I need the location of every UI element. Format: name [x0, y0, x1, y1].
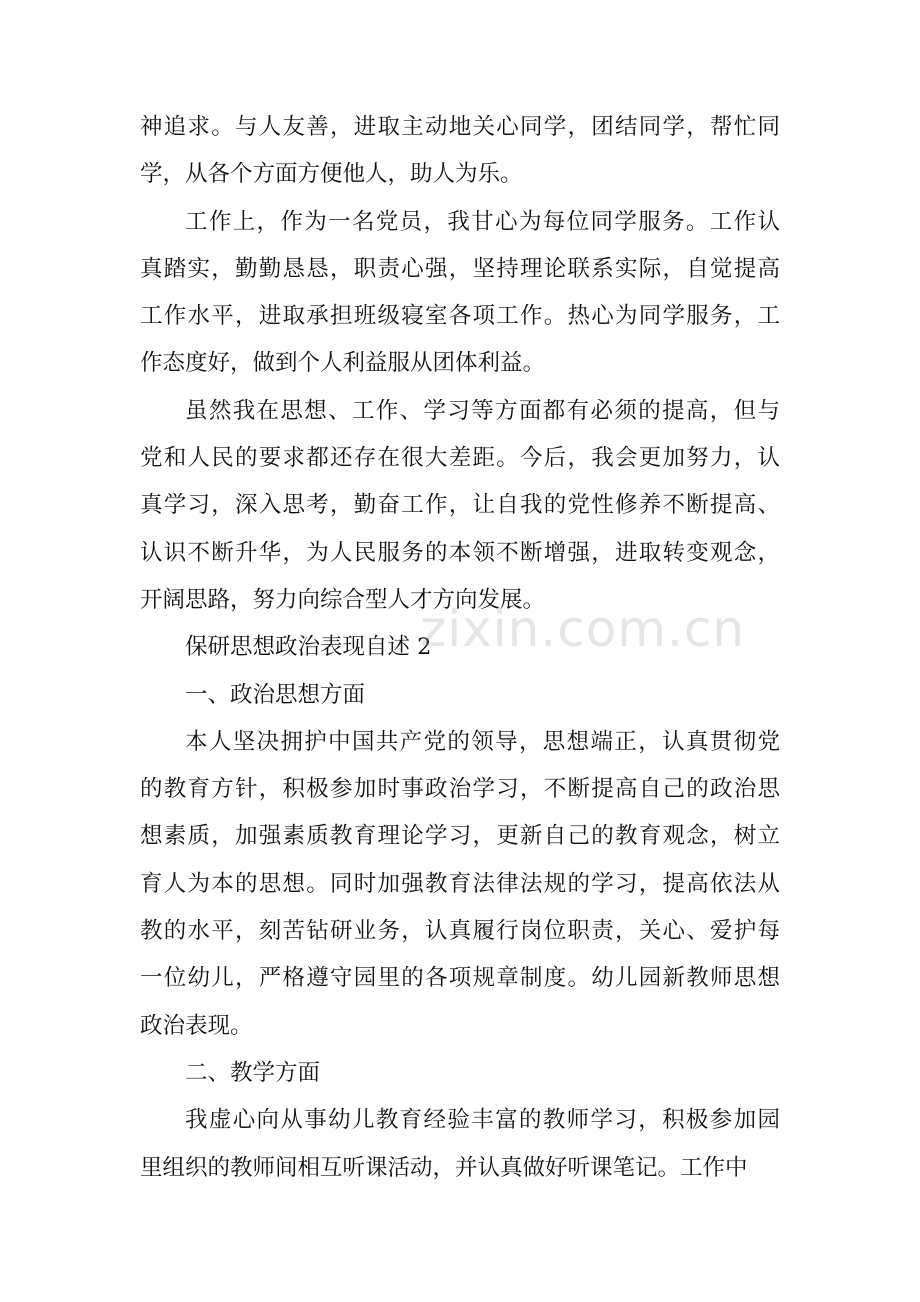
text-line: 真踏实，勤勤恳恳，职责心强，坚持理论联系实际，自觉提高 — [140, 255, 780, 282]
text-line: 党和人民的要求都还存在很大差距。今后，我会更加努力，认 — [140, 445, 780, 472]
text-line: 虽然我在思想、工作、学习等方面都有必须的提高，但与 — [185, 397, 780, 424]
text-line: 政治表现。 — [140, 1012, 253, 1039]
heading-teaching — [140, 1050, 780, 1097]
text-line: 保研思想政治表现自述 2 — [185, 634, 432, 661]
para-politics — [140, 719, 780, 1050]
para-work — [140, 199, 780, 388]
para-conclusion — [140, 388, 780, 624]
para-1-cont — [140, 104, 780, 199]
text-line: 工作上，作为一名党员，我甘心为每位同学服务。工作认 — [185, 208, 780, 235]
watermark: zixin.com.cn — [420, 600, 746, 658]
text-line: 神追求。与人友善，进取主动地关心同学，团结同学，帮忙同 — [140, 114, 780, 140]
text-line: 真学习，深入思考，勤奋工作，让自我的党性修养不断提高、 — [140, 492, 780, 519]
para-teaching — [140, 1097, 780, 1192]
text-line: 我虚心向从事幼儿教育经验丰富的教师学习，积极参加园 — [185, 1107, 780, 1134]
text-line: 育人为本的思想。同时加强教育法律法规的学习，提高依法从 — [140, 870, 780, 897]
text-line: 的教育方针，积极参加时事政治学习，不断提高自己的政治思 — [140, 776, 780, 803]
text-line: 工作水平，进取承担班级寝室各项工作。热心为同学服务，工 — [140, 303, 780, 330]
text-line: 里组织的教师间相互听课活动，并认真做好听课笔记。工作中 — [140, 1154, 748, 1181]
text-line: 一、政治思想方面 — [185, 681, 366, 708]
text-line: 教的水平，刻苦钻研业务，认真履行岗位职责，关心、爱护每 — [140, 918, 780, 945]
heading-politics — [140, 672, 780, 719]
text-line: 开阔思路，努力向综合型人才方向发展。 — [140, 586, 546, 613]
text-line: 学，从各个方面方便他人，助人为乐。 — [140, 161, 523, 188]
text-line: 二、教学方面 — [185, 1059, 321, 1086]
text-line: 一位幼儿，严格遵守园里的各项规章制度。幼儿园新教师思想 — [140, 965, 780, 992]
text-line: 作态度好，做到个人利益服从团体利益。 — [140, 350, 546, 377]
text-line: 本人坚决拥护中国共产党的领导，思想端正，认真贯彻党 — [185, 728, 780, 755]
text-line: 认识不断升华，为人民服务的本领不断增强，进取转变观念， — [140, 539, 780, 566]
text-line: 想素质，加强素质教育理论学习，更新自己的教育观念，树立 — [140, 823, 780, 850]
